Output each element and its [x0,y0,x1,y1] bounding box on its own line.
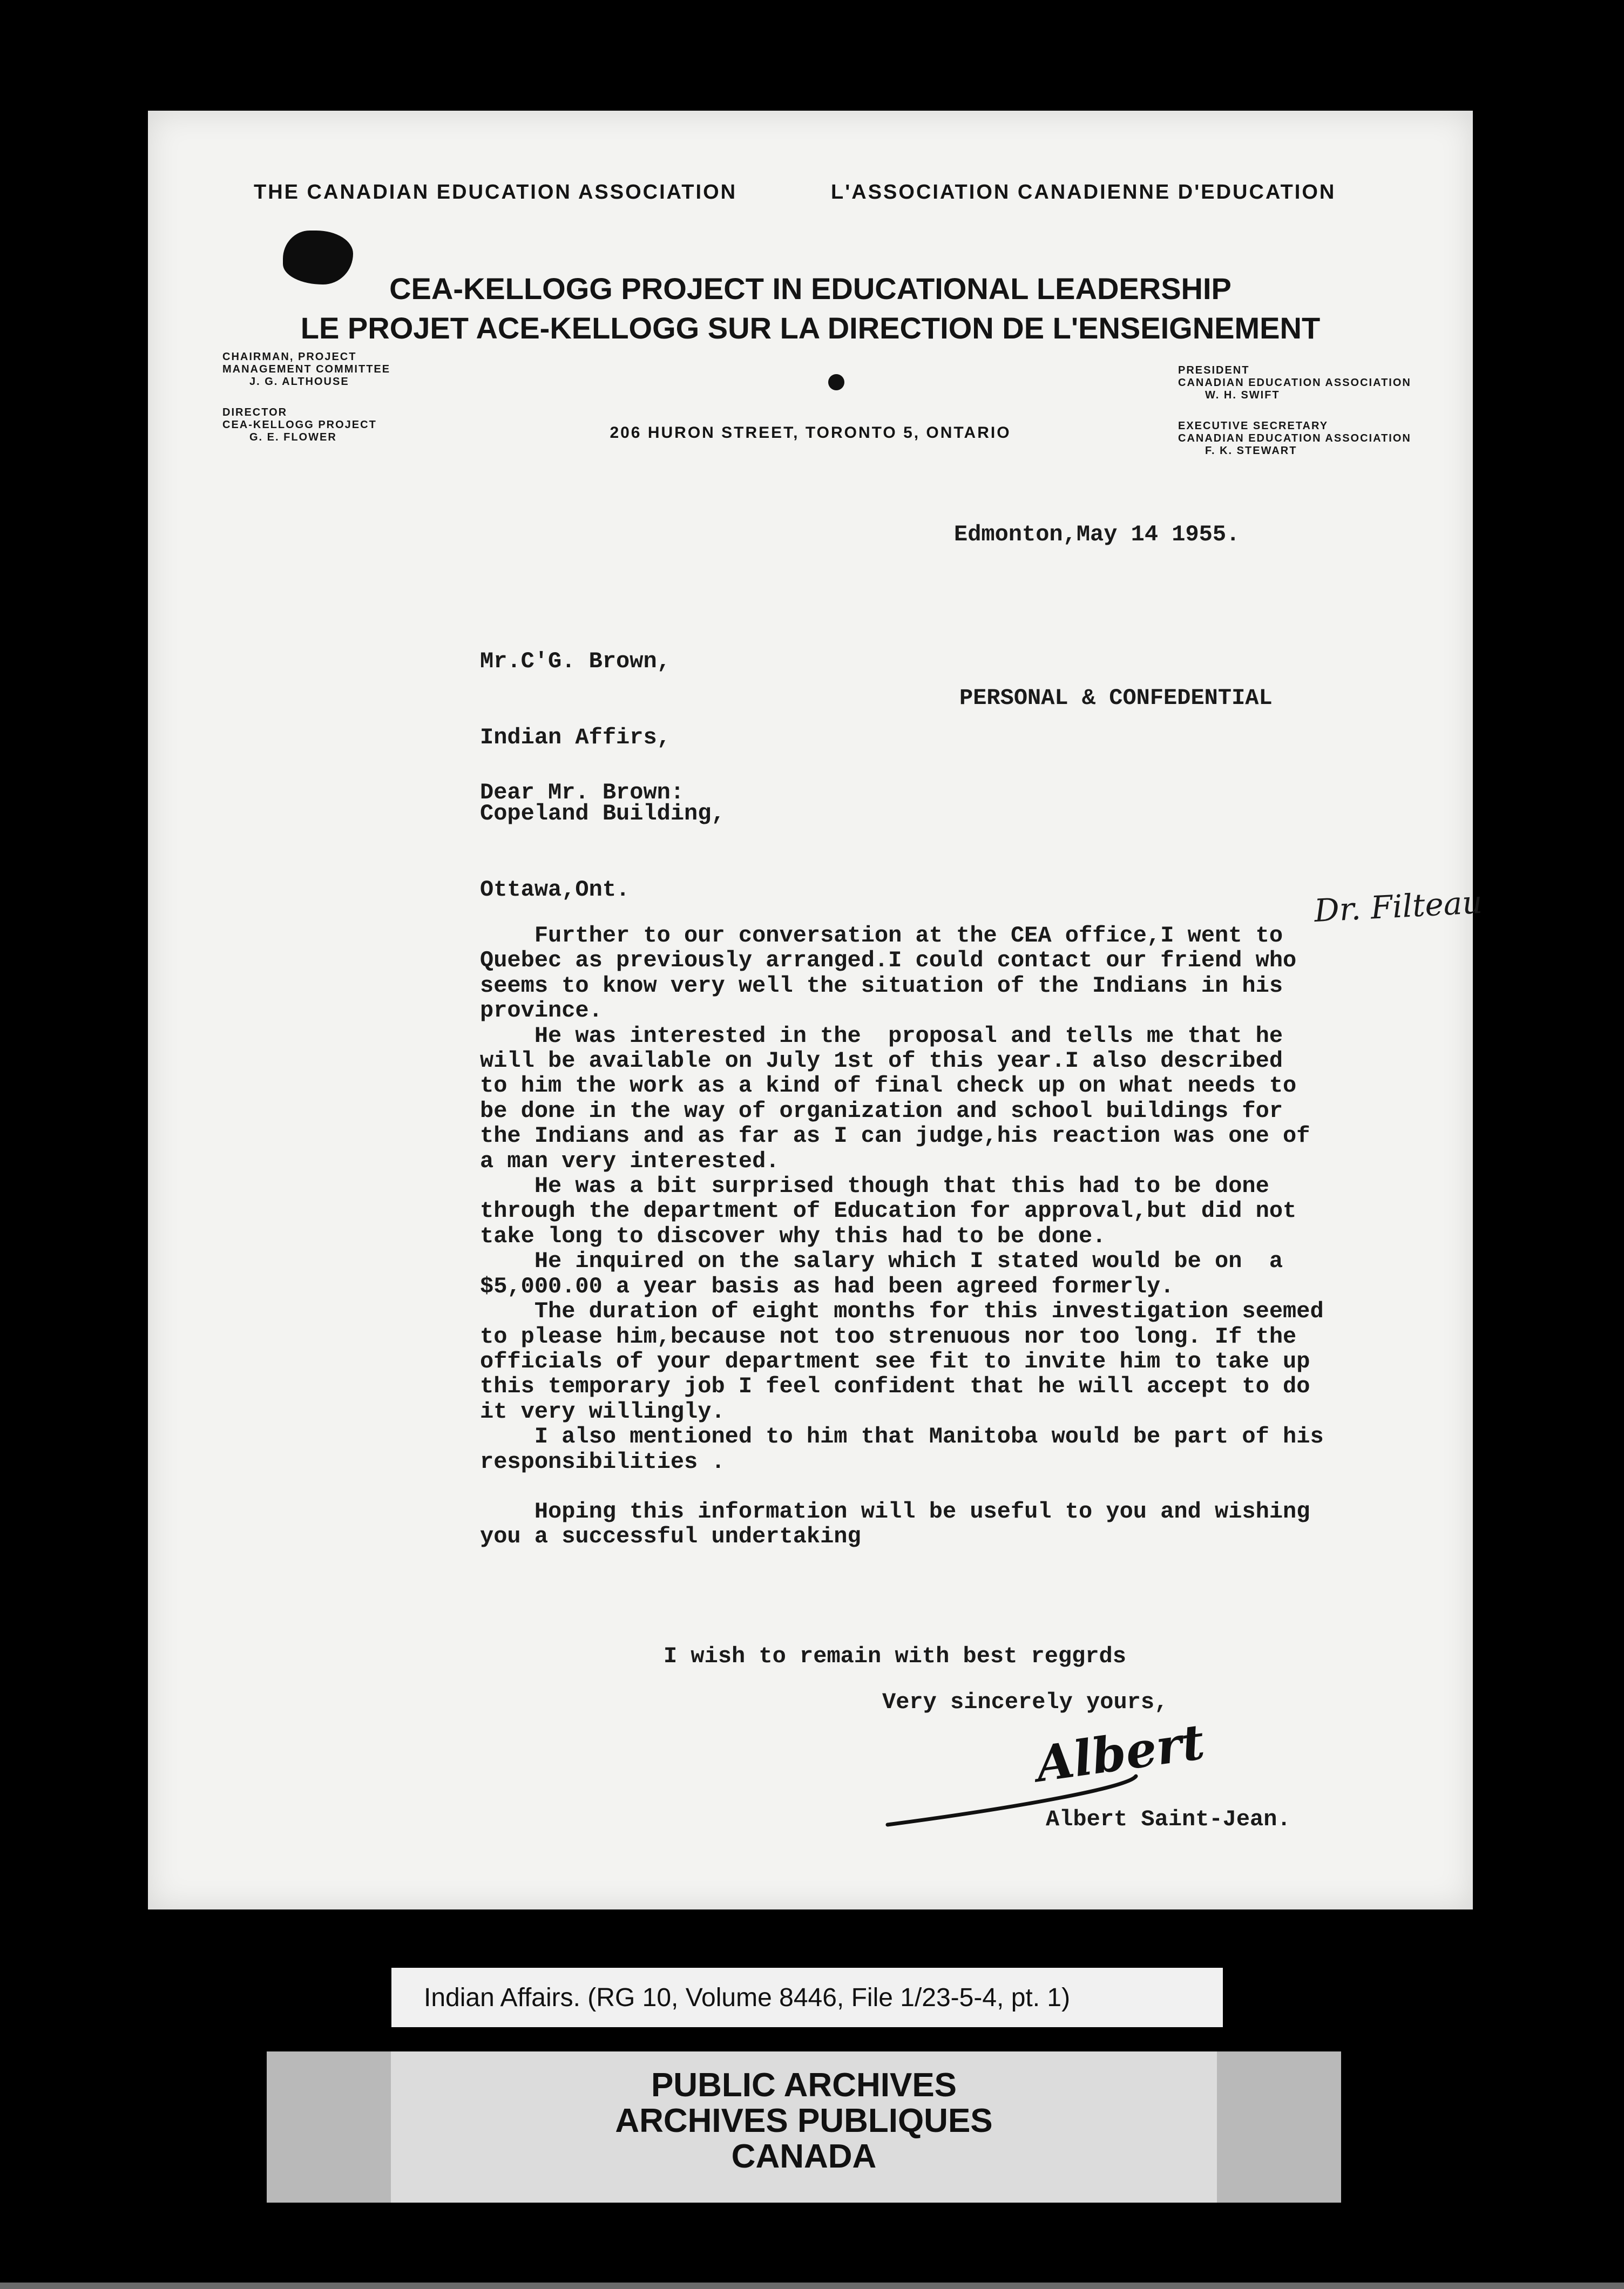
signature-text: Albert [1032,1713,1208,1793]
chairman-title: CHAIRMAN, PROJECT [222,351,357,363]
recipient-line: Copeland Building, [480,801,725,827]
body-line: He inquired on the salary which I stated would be on a [480,1248,1283,1275]
body-line: responsibilities . [480,1448,725,1475]
body-line: through the department of Education for approval,but did not [480,1198,1297,1224]
body-line: take long to discover why this had to be done. [480,1223,1106,1249]
bottom-strip [0,2283,1624,2289]
org-address: 206 HURON STREET, TORONTO 5, ONTARIO [610,424,1011,442]
body-line: I also mentioned to him that Manitoba would be part of his [480,1424,1324,1450]
body-line: The duration of eight months for this investigation seemed [480,1298,1324,1325]
body-line: seems to know very well the situation of the Indians in his [480,972,1283,999]
stamp-line: ARCHIVES PUBLIQUES [615,2102,993,2139]
stamp-line: CANADA [731,2138,877,2175]
body-line [480,1474,1324,1499]
stamp-line: PUBLIC ARCHIVES [651,2067,957,2104]
body-line: a man very interested. [480,1148,780,1174]
letter-date: Edmonton,May 14 1955. [954,522,1240,547]
regards-line: I wish to remain with best reggrds [664,1643,1126,1669]
president-title-line2: CANADIAN EDUCATION ASSOCIATION [1178,377,1411,389]
archive-stamp-text [391,2051,1217,2203]
org-name-french: L'ASSOCIATION CANADIENNE D'EDUCATION [831,181,1336,204]
chairman-title-line2: MANAGEMENT COMMITTEE [222,363,391,375]
recipient-line: Indian Affirs, [480,724,671,750]
body-line: Hoping this information will be useful to you and wishing [480,1498,1310,1525]
body-line: this temporary job I feel confident that he will accept to do [480,1373,1310,1400]
body-line: He was interested in the proposal and tells me that he [480,1022,1283,1049]
body-line: it very willingly. [480,1398,725,1425]
bullet-dot [828,374,844,390]
project-title-english: CEA-KELLOGG PROJECT IN EDUCATIONAL LEADERSHIP [389,272,1231,306]
director-name: G. E. FLOWER [249,431,337,443]
archive-reference-label: Indian Affairs. (RG 10, Volume 8446, File 1/23-5-4, pt. 1) [391,1968,1223,2027]
body-line: Quebec as previously arranged.I could contact our friend who [480,947,1297,974]
body-line: the Indians and as far as I can judge,his reaction was one of [480,1123,1310,1149]
letter-page [148,111,1484,1909]
chairman-name: J. G. ALTHOUSE [249,376,349,388]
archive-stamp [267,2051,1341,2203]
body-line: you a successful undertaking [480,1523,861,1550]
secretary-title: EXECUTIVE SECRETARY [1178,420,1329,432]
handwritten-note: Dr. Filteau [1313,883,1484,930]
recipient-line: Mr.C'G. Brown, [480,648,671,674]
letterhead-right-column [1178,364,1411,457]
secretary-title-line2: CANADIAN EDUCATION ASSOCIATION [1178,432,1411,444]
body-line: be done in the way of organization and school buildings for [480,1098,1283,1124]
body-line: province. [480,998,603,1024]
signer-name: Albert Saint-Jean. [1046,1806,1291,1832]
body-line: Further to our conversation at the CEA office,I went to [480,923,1283,949]
body-line: will be available on July 1st of this year.I also described [480,1048,1283,1074]
project-title-french: LE PROJET ACE-KELLOGG SUR LA DIRECTION DE L'ENSEIGNEMENT [300,311,1321,345]
president-name: W. H. SWIFT [1205,389,1280,401]
body-line: He was a bit surprised though that this had to be done [480,1173,1269,1200]
org-name-english: THE CANADIAN EDUCATION ASSOCIATION [254,181,737,204]
director-title: DIRECTOR [222,407,288,418]
secretary-name: F. K. STEWART [1205,445,1297,457]
recipient-address [480,598,725,953]
recipient-line: Ottawa,Ont. [480,877,630,903]
salutation: Dear Mr. Brown: [480,780,685,805]
letter-body [480,923,1324,1549]
president-title: PRESIDENT [1178,364,1250,376]
body-line: to please him,because not too strenuous nor too long. If the [480,1323,1297,1350]
body-line: $5,000.00 a year basis as had been agreed formerly. [480,1273,1174,1299]
complimentary-closing: Very sincerely yours, [882,1689,1168,1715]
body-line: to him the work as a kind of final check up on what needs to [480,1073,1297,1099]
director-title-line2: CEA-KELLOGG PROJECT [222,419,377,431]
body-line: officials of your department see fit to invite him to take up [480,1348,1310,1374]
confidential-marking: PERSONAL & CONFEDENTIAL [959,685,1273,711]
